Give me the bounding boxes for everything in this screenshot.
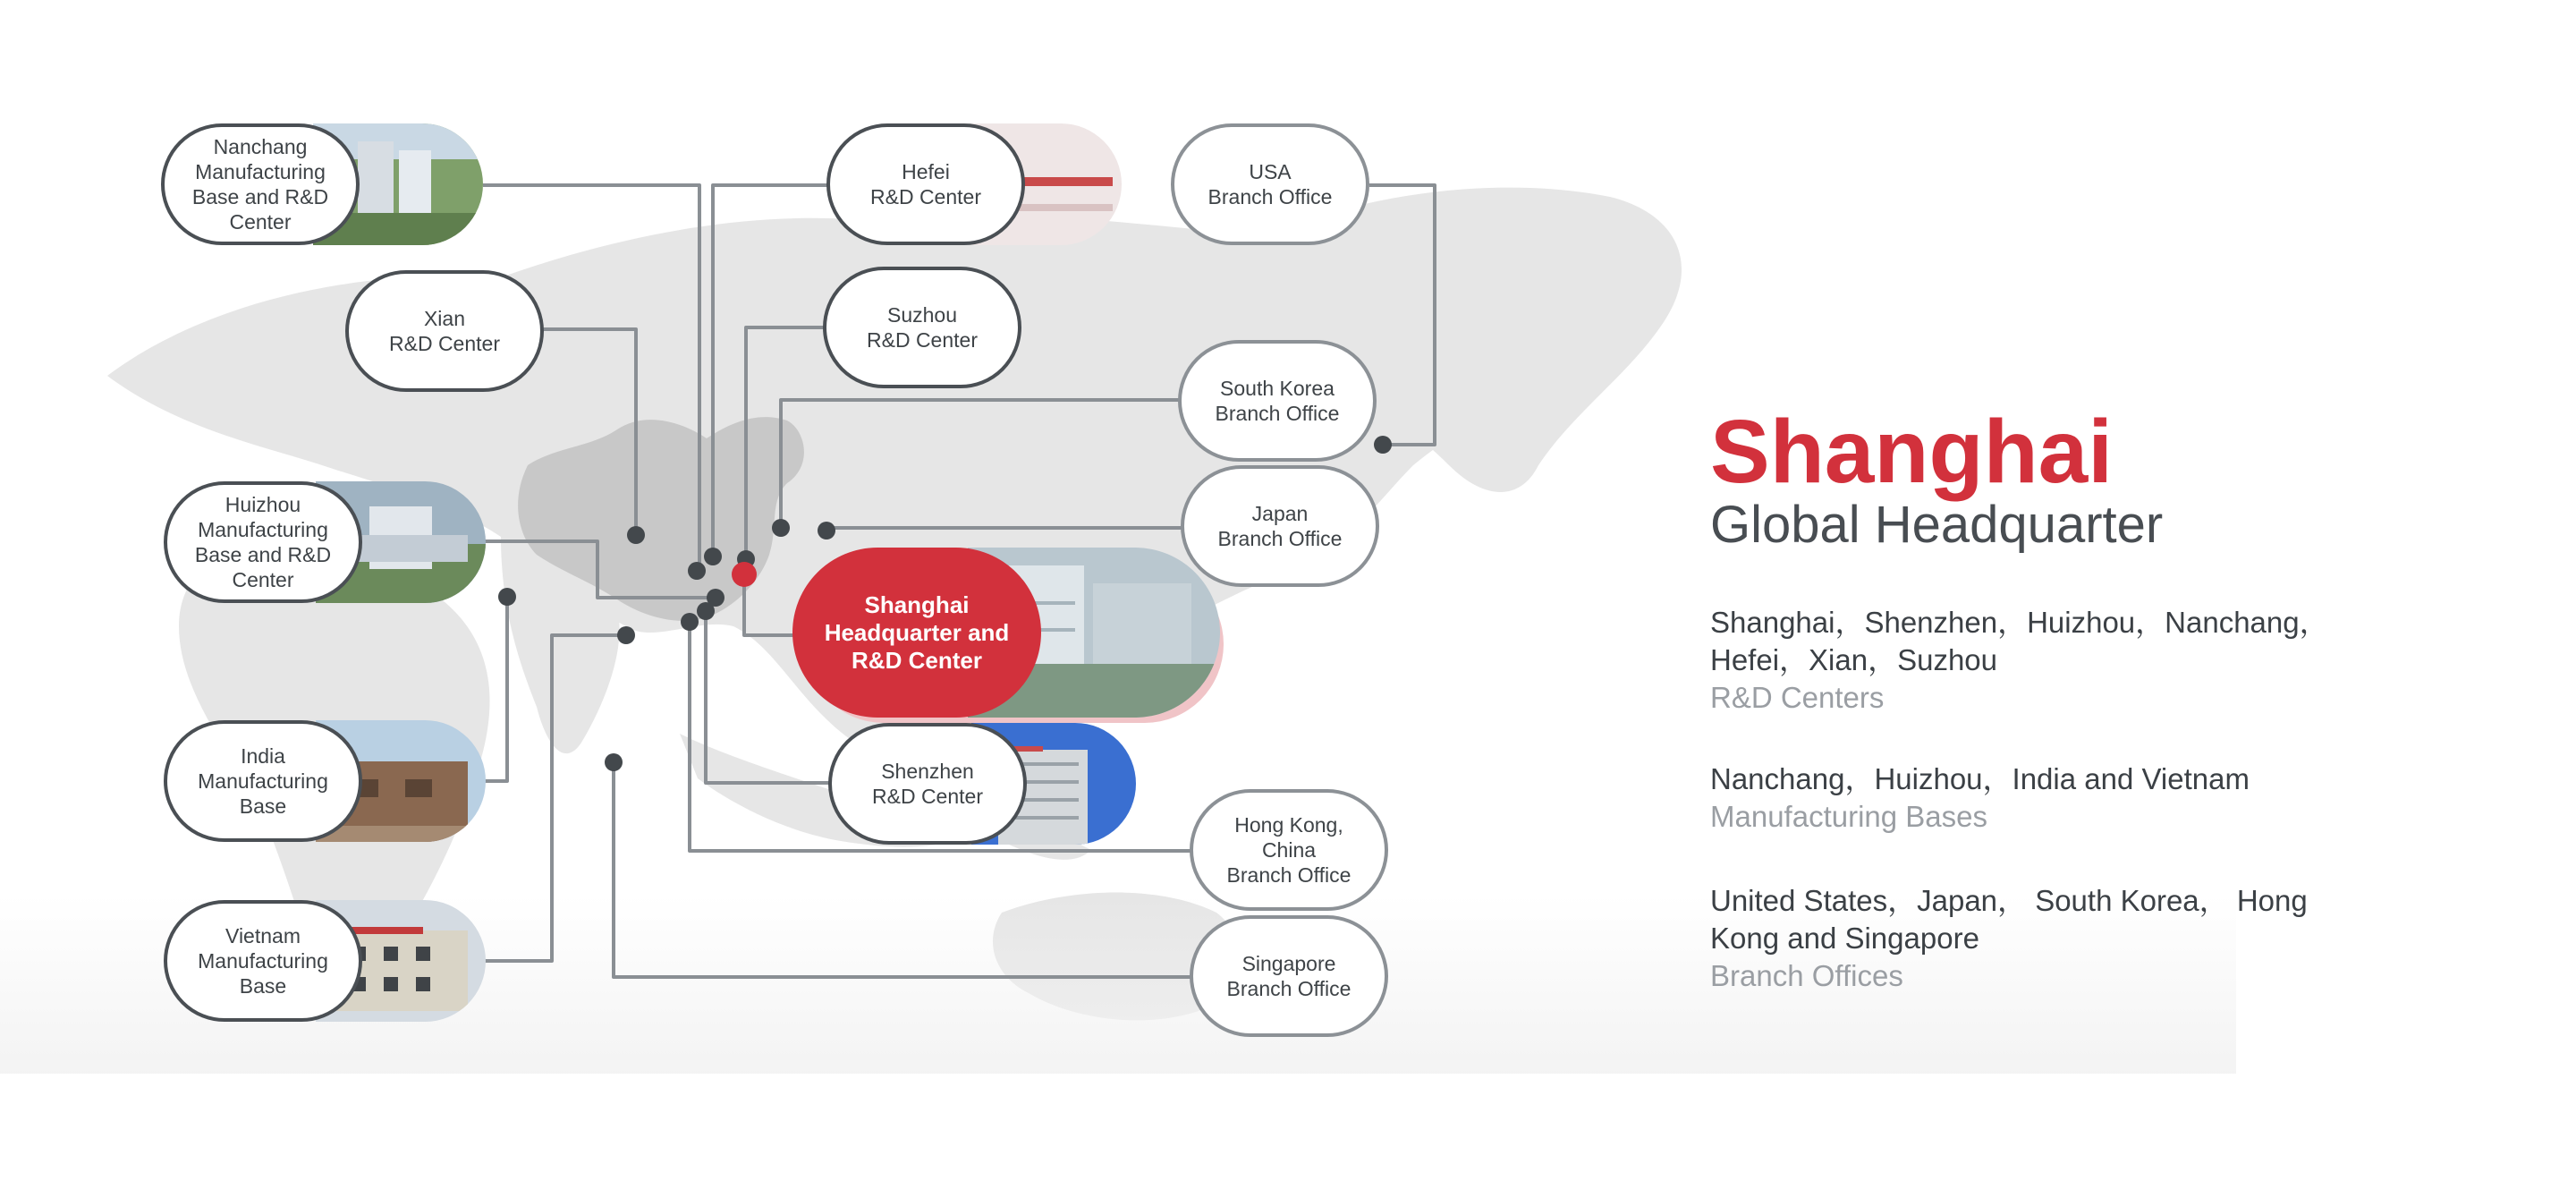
nanchang-label (161, 123, 360, 245)
hong-kong-label-text: Hong Kong, China Branch Office (1226, 813, 1352, 887)
connector-south-korea (781, 400, 1183, 528)
manufacturing-bases-places: Nanchang，Huizhou，India and Vietnam (1710, 762, 2250, 795)
huizhou-label (164, 481, 362, 603)
node-singapore[interactable] (1190, 915, 1388, 1037)
node-japan[interactable] (1181, 465, 1379, 587)
xian-label-text: Xian R&D Center (389, 307, 500, 355)
node-shanghai-hq[interactable] (792, 548, 1224, 723)
dot-india (498, 588, 516, 606)
hong-kong-label (1190, 789, 1388, 911)
connector-usa (1369, 185, 1435, 445)
japan-label (1181, 465, 1379, 587)
rd-centers-kind: R&D Centers (1710, 681, 1885, 714)
node-hong-kong[interactable] (1190, 789, 1388, 911)
manufacturing-bases-kind: Manufacturing Bases (1710, 800, 1988, 833)
vietnam-label (164, 900, 362, 1022)
node-nanchang[interactable] (161, 123, 483, 245)
singapore-label (1190, 915, 1388, 1037)
node-hefei[interactable] (826, 123, 1122, 245)
usa-label-text: USA Branch Office (1208, 160, 1333, 208)
dot-xian (627, 526, 645, 544)
branch-offices-group (1710, 882, 2354, 995)
xian-label (345, 270, 544, 392)
shanghai-label-text: Shanghai Headquarter and R&D Center (824, 590, 1010, 674)
shanghai-label (792, 548, 1041, 718)
dot-shanghai-hq (732, 562, 757, 587)
dot-hefei (704, 548, 722, 565)
dot-shenzhen (697, 602, 715, 620)
shenzhen-label-text: Shenzhen R&D Center (872, 760, 983, 808)
usa-label (1171, 123, 1369, 245)
connector-hefei (713, 185, 832, 557)
dot-nanchang (688, 562, 706, 580)
nanchang-label-text: Nanchang Manufacturing Base and R&D Center (191, 135, 329, 234)
connector-xian (542, 329, 636, 535)
suzhou-label-text: Suzhou R&D Center (867, 303, 978, 352)
node-vietnam[interactable] (164, 900, 486, 1022)
branch-offices-places: United States，Japan， South Korea， Hong Kong and Singapore (1710, 884, 2308, 955)
hefei-label (826, 123, 1025, 245)
shenzhen-label (828, 723, 1027, 845)
dot-usa (1374, 436, 1392, 454)
dot-japan (818, 522, 835, 540)
node-huizhou[interactable] (164, 481, 486, 603)
dot-singapore (605, 753, 623, 771)
headquarter-city-title: Shanghai (1710, 402, 2114, 502)
south-korea-label (1178, 340, 1377, 462)
huizhou-label-text: Huizhou Manufacturing Base and R&D Center (194, 493, 332, 591)
dot-vietnam (617, 626, 635, 644)
node-usa[interactable] (1171, 123, 1369, 245)
branch-offices-kind: Branch Offices (1710, 959, 1903, 992)
node-south-korea[interactable] (1178, 340, 1377, 462)
dot-south-korea (772, 519, 790, 537)
hefei-label-text: Hefei R&D Center (870, 160, 981, 208)
manufacturing-bases-group (1710, 760, 2354, 836)
node-india[interactable] (164, 720, 486, 842)
singapore-label-text: Singapore Branch Office (1226, 952, 1352, 1000)
node-suzhou[interactable] (823, 267, 1021, 388)
dot-hong-kong (681, 613, 699, 631)
rd-centers-group (1710, 604, 2354, 717)
headquarter-subtitle: Global Headquarter (1710, 496, 2164, 554)
south-korea-label-text: South Korea Branch Office (1215, 377, 1340, 425)
node-xian[interactable] (345, 270, 544, 392)
rd-centers-places: Shanghai，Shenzhen，Huizhou，Nanchang，Hefei，Xian，Suzhou (1710, 606, 2329, 676)
connector-huizhou (483, 541, 716, 598)
india-label (164, 720, 362, 842)
suzhou-label (823, 267, 1021, 388)
india-label-text: India Manufacturing Base (198, 744, 328, 818)
node-shenzhen[interactable] (828, 723, 1136, 845)
connector-india (483, 597, 507, 781)
vietnam-label-text: Vietnam Manufacturing Base (198, 924, 328, 998)
japan-label-text: Japan Branch Office (1217, 502, 1343, 550)
connector-vietnam (483, 635, 626, 961)
